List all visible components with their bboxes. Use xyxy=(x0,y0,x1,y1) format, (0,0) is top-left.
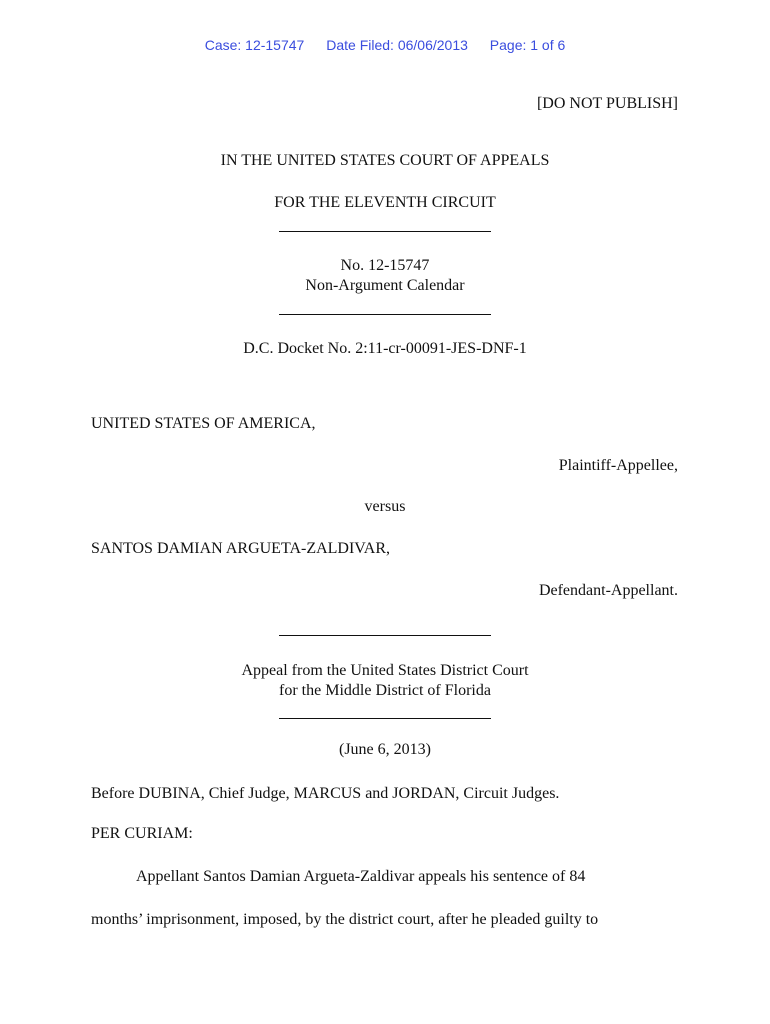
docket-number: D.C. Docket No. 2:11-cr-00091-JES-DNF-1 xyxy=(243,340,527,357)
decision-date: (June 6, 2013) xyxy=(339,741,431,758)
case-number-stamp: Case: 12-15747 xyxy=(204,37,305,53)
versus-label: versus xyxy=(364,498,406,515)
defendant-role: Defendant-Appellant. xyxy=(538,582,678,599)
plaintiff-role: Plaintiff-Appellee, xyxy=(558,457,678,474)
panel-judges: Before DUBINA, Chief Judge, MARCUS and JORDAN, Circuit Judges. xyxy=(91,785,560,802)
plaintiff-name: UNITED STATES OF AMERICA, xyxy=(91,415,316,432)
filing-header xyxy=(0,37,770,53)
appeal-origin-line2: for the Middle District of Florida xyxy=(279,682,491,699)
separator-rule xyxy=(279,314,491,315)
per-curiam-heading: PER CURIAM: xyxy=(91,825,193,842)
calendar-type: Non-Argument Calendar xyxy=(305,277,465,294)
opinion-body-line: Appellant Santos Damian Argueta-Zaldivar appeals his sentence of 84 xyxy=(136,868,586,885)
circuit-name: FOR THE ELEVENTH CIRCUIT xyxy=(274,194,496,211)
separator-rule xyxy=(279,231,491,232)
separator-rule xyxy=(279,718,491,719)
publish-status: [DO NOT PUBLISH] xyxy=(536,95,678,112)
page-number-stamp: Page: 1 of 6 xyxy=(489,37,566,53)
date-filed-stamp: Date Filed: 06/06/2013 xyxy=(326,37,468,53)
court-name: IN THE UNITED STATES COURT OF APPEALS xyxy=(220,152,550,169)
appeal-origin-line1: Appeal from the United States District Court xyxy=(241,662,529,679)
opinion-body-line: months’ imprisonment, imposed, by the district court, after he pleaded guilty to xyxy=(91,911,599,928)
appeal-case-number: No. 12-15747 xyxy=(340,257,430,274)
separator-rule xyxy=(279,635,491,636)
defendant-name: SANTOS DAMIAN ARGUETA-ZALDIVAR, xyxy=(91,540,391,557)
